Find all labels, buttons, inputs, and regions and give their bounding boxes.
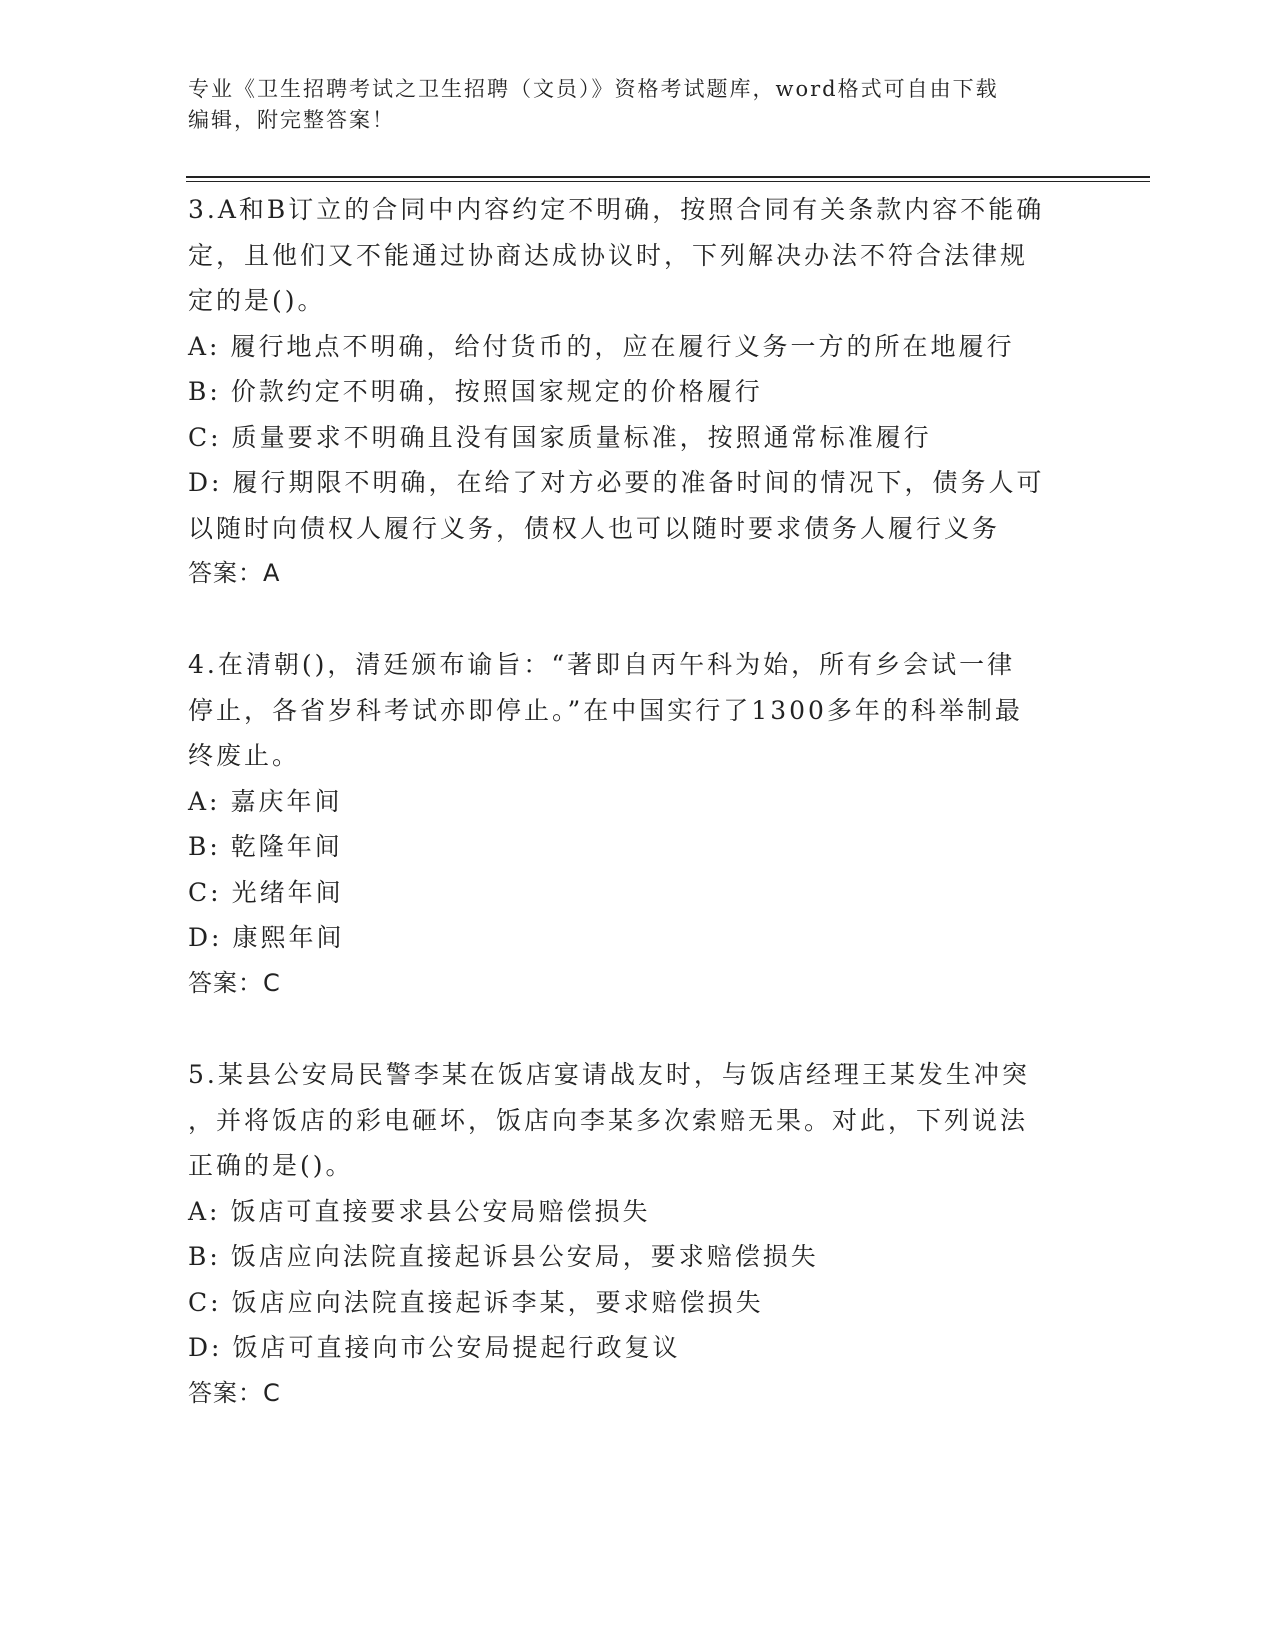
option-text: 嘉庆年间 [230,786,343,816]
option-text: 价款约定不明确，按照国家规定的价格履行 [230,377,763,406]
option-label: C: [188,877,222,907]
option-d [188,460,1088,506]
option-label: D: [188,1333,223,1362]
question-item [188,1052,1088,1416]
option-text: 饭店应向法院直接起诉县公安局，要求赔偿损失 [230,1242,819,1271]
option-text: 饭店应向法院直接起诉李某，要求赔偿损失 [231,1287,764,1317]
question-line: 4.在清朝()，清廷颁布谕旨：“著即自丙午科为始，所有乡会试一律 [188,650,1016,679]
question-line: 5.某县公安局民警李某在饭店宴请战友时，与饭店经理王某发生冲突 [188,1060,1030,1089]
option-label: B: [188,377,221,406]
option-c [188,870,1088,916]
question-line: ，并将饭店的彩电砸坏，饭店向李某多次索赔无果。对此，下列说法 [188,1105,1029,1135]
option-d [188,915,1088,961]
answer-line: 答案：A [188,559,281,587]
option-label: C: [188,422,222,452]
option-label: A: [188,1196,221,1226]
document-header [188,74,1088,136]
option-c [188,415,1088,461]
option-text: 履行地点不明确，给付货币的，应在履行义务一方的所在地履行 [230,331,1015,361]
header-divider [186,181,1150,182]
question-line: 3.A和B订立的合同中内容约定不明确，按照合同有关条款内容不能确 [188,195,1045,224]
question-line: 正确的是()。 [188,1151,354,1180]
option-b [188,1234,1088,1280]
question-item [188,187,1088,597]
answer-line: 答案：C [188,968,281,997]
question-line: 终废止。 [188,741,301,770]
question-line: 定的是()。 [188,286,326,315]
option-a [188,324,1088,370]
option-label: D: [188,923,223,952]
option-label: D: [188,468,223,497]
option-d-continued: 以随时向债权人履行义务，债权人也可以随时要求债务人履行义务 [188,513,1001,543]
answer-line: 答案：C [188,1378,281,1407]
header-divider [186,176,1150,178]
option-text: 饭店可直接要求县公安局赔偿损失 [230,1196,651,1226]
option-text: 光绪年间 [231,877,344,907]
question-line: 停止，各省岁科考试亦即停止。”在中国实行了1300多年的科举制最 [188,695,1023,725]
option-b [188,369,1088,415]
option-label: B: [188,1242,221,1271]
option-d [188,1325,1088,1371]
option-a [188,779,1088,825]
question-item [188,642,1088,1006]
header-line: 专业《卫生招聘考试之卫生招聘（文员）》资格考试题库，word格式可自由下载 [188,77,999,101]
option-label: A: [188,331,221,361]
option-text: 履行期限不明确，在给了对方必要的准备时间的情况下，债务人可 [232,468,1045,497]
option-text: 质量要求不明确且没有国家质量标准，按照通常标准履行 [231,422,932,452]
option-label: A: [188,786,221,816]
option-a [188,1189,1088,1235]
option-label: C: [188,1287,222,1317]
option-b [188,824,1088,870]
option-c [188,1280,1088,1326]
option-label: B: [188,832,221,861]
option-text: 乾隆年间 [230,832,343,861]
header-line: 编辑，附完整答案！ [188,108,395,132]
option-text: 饭店可直接向市公安局提起行政复议 [232,1333,681,1362]
question-line: 定，且他们又不能通过协商达成协议时，下列解决办法不符合法律规 [188,240,1029,270]
option-text: 康熙年间 [232,923,345,952]
